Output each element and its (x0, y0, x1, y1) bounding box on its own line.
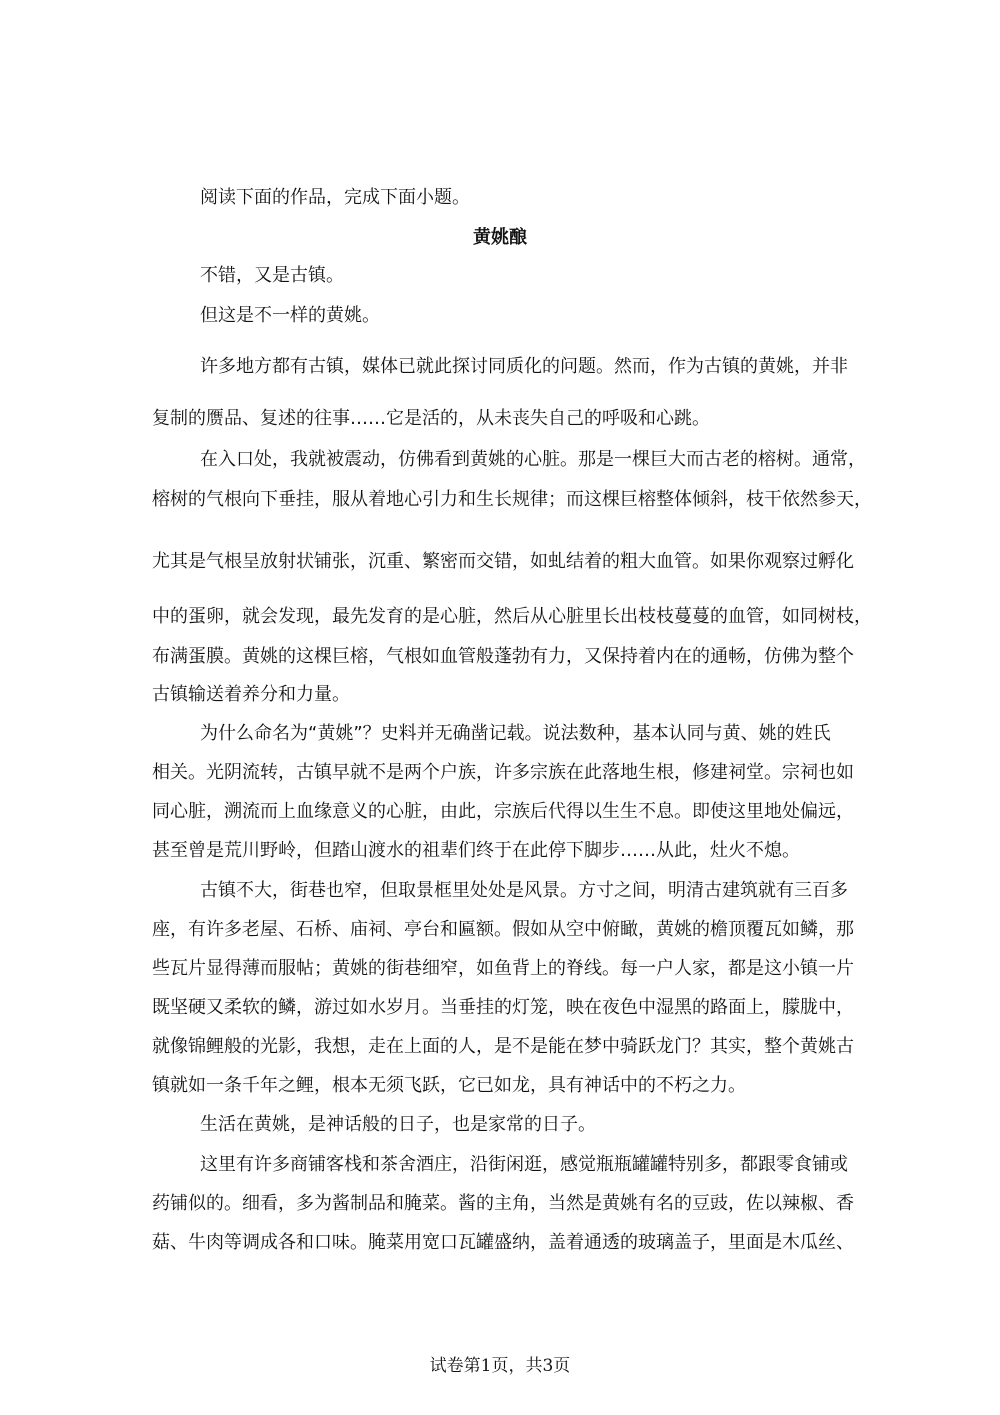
paragraph-line: 不错，又是古镇。 (200, 265, 344, 286)
paragraph-line: 生活在黄姚，是神话般的日子，也是家常的日子。 (200, 1114, 596, 1135)
paragraph-line: 中的蛋卵，就会发现，最先发育的是心脏，然后从心脏里长出枝枝蔓蔓的血管，如同树枝， (152, 606, 872, 627)
paragraph-line: 榕树的气根向下垂挂，服从着地心引力和生长规律；而这棵巨榕整体倾斜，枝干依然参天， (152, 489, 872, 510)
paragraph-line: 尤其是气根呈放射状铺张，沉重、繁密而交错，如虬结着的粗大血管。如果你观察过孵化 (152, 551, 854, 572)
article-title: 黄姚酿 (473, 227, 527, 248)
instruction-text: 阅读下面的作品，完成下面小题。 (200, 187, 470, 208)
paragraph-line: 既坚硬又柔软的鳞，游过如水岁月。当垂挂的灯笼，映在夜色中湿黑的路面上，朦胧中， (152, 997, 854, 1018)
paragraph-line: 相关。光阴流转，古镇早就不是两个户族，许多宗族在此落地生根，修建祠堂。宗祠也如 (152, 762, 854, 783)
paragraph-line: 在入口处，我就被震动，仿佛看到黄姚的心脏。那是一棵巨大而古老的榕树。通常， (200, 449, 866, 470)
paragraph-line: 座，有许多老屋、石桥、庙祠、亭台和匾额。假如从空中俯瞰，黄姚的檐顶覆瓦如鳞，那 (152, 919, 854, 940)
paragraph-line: 镇就如一条千年之鲤，根本无须飞跃，它已如龙，具有神话中的不朽之力。 (152, 1075, 746, 1096)
paragraph-line: 些瓦片显得薄而服帖；黄姚的街巷细窄，如鱼背上的脊线。每一户人家，都是这小镇一片 (152, 958, 854, 979)
paragraph-line: 但这是不一样的黄姚。 (200, 305, 380, 326)
paragraph-line: 为什么命名为“黄姚”？史料并无确凿记载。说法数种，基本认同与黄、姚的姓氏 (200, 723, 831, 744)
paragraph-line: 复制的赝品、复述的往事……它是活的，从未丧失自己的呼吸和心跳。 (152, 408, 710, 429)
paragraph-line: 布满蛋膜。黄姚的这棵巨榕，气根如血管般蓬勃有力，又保持着内在的通畅，仿佛为整个 (152, 646, 854, 667)
paragraph-line: 就像锦鲤般的光影，我想，走在上面的人，是不是能在梦中骑跃龙门？其实，整个黄姚古 (152, 1036, 854, 1057)
paragraph-line: 古镇不大，街巷也窄，但取景框里处处是风景。方寸之间，明清古建筑就有三百多 (200, 880, 848, 901)
paragraph-line: 许多地方都有古镇，媒体已就此探讨同质化的问题。然而，作为古镇的黄姚，并非 (200, 356, 848, 377)
paragraph-line: 这里有许多商铺客栈和茶舍酒庄，沿街闲逛，感觉瓶瓶罐罐特别多，都跟零食铺或 (200, 1154, 848, 1175)
paragraph-line: 药铺似的。细看，多为酱制品和腌菜。酱的主角，当然是黄姚有名的豆豉，佐以辣椒、香 (152, 1193, 854, 1214)
paragraph-line: 甚至曾是荒川野岭，但踏山渡水的祖辈们终于在此停下脚步……从此，灶火不熄。 (152, 840, 800, 861)
page-footer: 试卷第1页，共3页 (429, 1356, 571, 1376)
paragraph-line: 古镇输送着养分和力量。 (152, 684, 350, 705)
paragraph-line: 同心脏，溯流而上血缘意义的心脏，由此，宗族后代得以生生不息。即使这里地处偏远， (152, 801, 854, 822)
paragraph-line: 菇、牛肉等调成各和口味。腌菜用宽口瓦罐盛纳，盖着通透的玻璃盖子，里面是木瓜丝、 (152, 1232, 854, 1253)
